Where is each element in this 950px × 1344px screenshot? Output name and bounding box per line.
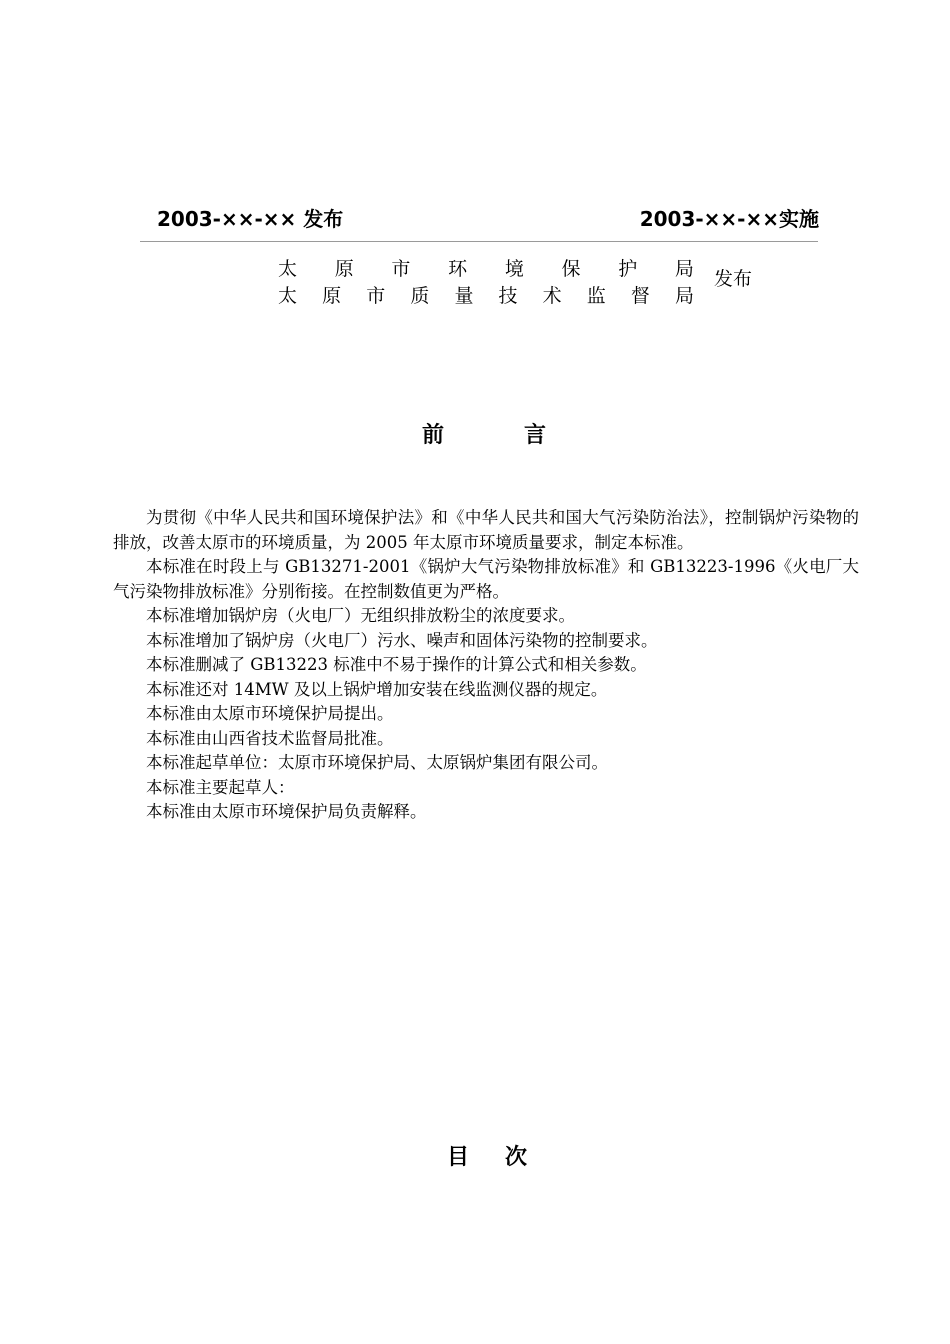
toc-heading-part: 目 bbox=[447, 1145, 470, 1170]
preface-paragraph: 本标准由太原市环境保护局提出。 bbox=[146, 704, 394, 723]
issuer-char: 局 bbox=[674, 285, 694, 307]
issued-label: 发布 bbox=[714, 268, 753, 290]
preface-body bbox=[113, 506, 859, 825]
publish-date: 2003-××-×× 发布 bbox=[157, 207, 344, 231]
preface-paragraph: 本标准还对 14MW 及以上锅炉增加安装在线监测仪器的规定。 bbox=[146, 679, 608, 699]
issuer-char: 原 bbox=[322, 285, 342, 307]
issuer-char: 境 bbox=[504, 258, 524, 280]
preface-heading-part: 前 bbox=[422, 423, 445, 448]
issuer-char: 市 bbox=[391, 258, 411, 280]
preface-paragraph: 本标准在时段上与 GB13271-2001《锅炉大气污染物排放标准》和 GB13223-1996《火电厂大气污染物排放标准》分别衔接。在控制数值更为严格。 bbox=[113, 557, 859, 601]
preface-paragraph: 本标准主要起草人： bbox=[146, 777, 295, 797]
issuer-char: 监 bbox=[586, 285, 606, 307]
issuer-char: 量 bbox=[454, 285, 474, 307]
preface-paragraph: 本标准由太原市环境保护局负责解释。 bbox=[146, 802, 427, 821]
issuer-char: 督 bbox=[630, 285, 650, 307]
issuer-char: 保 bbox=[561, 258, 581, 280]
issuing-authorities bbox=[278, 256, 698, 310]
implement-date: 2003-××-××实施 bbox=[639, 207, 819, 231]
issuer-char: 环 bbox=[448, 258, 468, 280]
issuer-environmental-bureau bbox=[278, 256, 694, 283]
issuer-char: 太 bbox=[278, 258, 298, 280]
preface-paragraph: 本标准由山西省技术监督局批准。 bbox=[146, 728, 394, 748]
issuer-quality-bureau bbox=[278, 283, 694, 310]
issuer-char: 护 bbox=[618, 258, 638, 280]
toc-heading-part: 次 bbox=[505, 1145, 528, 1170]
preface-paragraph: 本标准删减了 GB13223 标准中不易于操作的计算公式和相关参数。 bbox=[146, 655, 647, 674]
toc-heading bbox=[447, 1140, 527, 1171]
issuer-char: 原 bbox=[334, 258, 354, 280]
preface-paragraph: 本标准增加了锅炉房（火电厂）污水、噪声和固体污染物的控制要求。 bbox=[146, 630, 658, 650]
issuer-char: 术 bbox=[542, 285, 562, 307]
header-divider bbox=[140, 241, 818, 242]
issuer-char: 市 bbox=[366, 285, 386, 307]
issuer-char: 技 bbox=[498, 285, 518, 307]
preface-heading bbox=[422, 418, 546, 449]
issuer-char: 太 bbox=[278, 285, 298, 307]
date-row bbox=[157, 203, 819, 235]
issuer-char: 局 bbox=[674, 258, 694, 280]
issuer-char: 质 bbox=[410, 285, 430, 307]
preface-paragraph: 本标准起草单位：太原市环境保护局、太原锅炉集团有限公司。 bbox=[146, 753, 608, 772]
preface-heading-part: 言 bbox=[524, 423, 547, 448]
preface-paragraph: 为贯彻《中华人民共和国环境保护法》和《中华人民共和国大气污染防治法》，控制锅炉污染物的排放，改善太原市的环境质量，为 2005 年太原市环境质量要求，制定本标准。 bbox=[113, 508, 859, 552]
preface-paragraph: 本标准增加锅炉房（火电厂）无组织排放粉尘的浓度要求。 bbox=[146, 606, 575, 625]
